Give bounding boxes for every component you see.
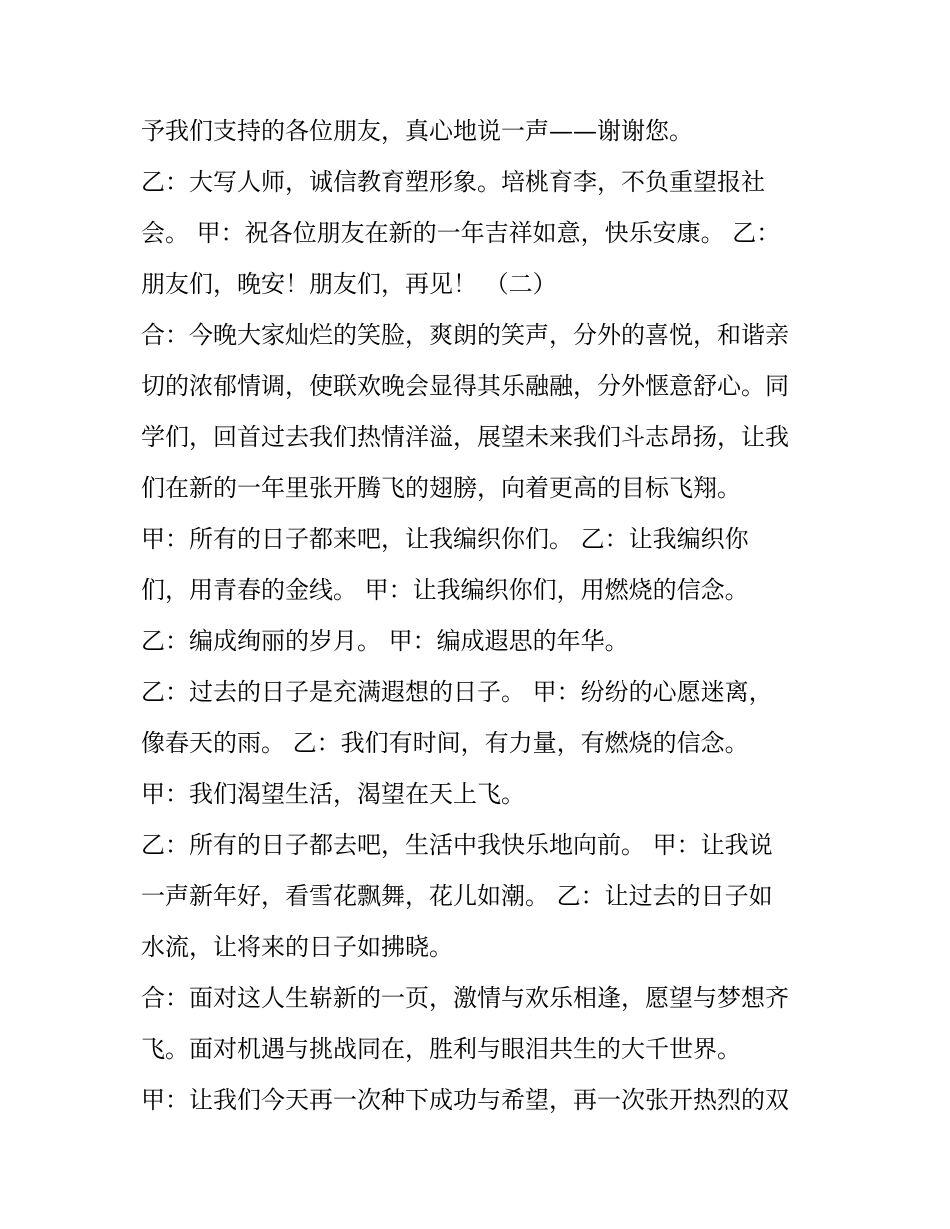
text-line: 甲：让我们今天再一次种下成功与希望，再一次张开热烈的双 (141, 1086, 789, 1114)
text-line: 们在新的一年里张开腾飞的翅膀，向着更高的目标飞翔。 (141, 474, 741, 502)
text-line: 飞。面对机遇与挑战同在，胜利与眼泪共生的大千世界。 (141, 1035, 741, 1063)
text-line: 乙：编成绚丽的岁月。 甲：编成遐思的年华。 (141, 627, 629, 655)
text-line: 甲：所有的日子都来吧，让我编织你们。 乙：让我编织你 (141, 525, 749, 553)
text-line: 合：面对这人生崭新的一页，激情与欢乐相逢，愿望与梦想齐 (141, 984, 789, 1012)
text-line: 合：今晚大家灿烂的笑脸，爽朗的笑声，分外的喜悦，和谐亲 (141, 321, 789, 349)
text-line: 切的浓郁情调，使联欢晚会显得其乐融融，分外惬意舒心。同 (141, 372, 789, 400)
text-line: 水流，让将来的日子如拂晓。 (141, 933, 453, 961)
text-line: 朋友们，晚安！朋友们，再见！ （二） (141, 270, 557, 298)
text-line: 像春天的雨。 乙：我们有时间，有力量，有燃烧的信念。 (141, 729, 749, 757)
text-line: 乙：大写人师，诚信教育塑形象。培桃育李，不负重望报社 (141, 168, 765, 196)
text-line: 一声新年好，看雪花飘舞，花儿如潮。 乙：让过去的日子如 (141, 882, 773, 910)
text-line: 乙：过去的日子是充满遐想的日子。 甲：纷纷的心愿迷离， (141, 678, 773, 706)
document-body (141, 106, 821, 1126)
text-line: 予我们支持的各位朋友，真心地说一声——谢谢您。 (141, 117, 693, 145)
text-line: 会。 甲：祝各位朋友在新的一年吉祥如意，快乐安康。 乙： (141, 219, 781, 247)
text-line: 乙：所有的日子都去吧，生活中我快乐地向前。 甲：让我说 (141, 831, 773, 859)
text-line: 甲：我们渴望生活，渴望在天上飞。 (141, 780, 525, 808)
text-line: 们，用青春的金线。 甲：让我编织你们，用燃烧的信念。 (141, 576, 749, 604)
text-line: 学们，回首过去我们热情洋溢，展望未来我们斗志昂扬，让我 (141, 423, 789, 451)
